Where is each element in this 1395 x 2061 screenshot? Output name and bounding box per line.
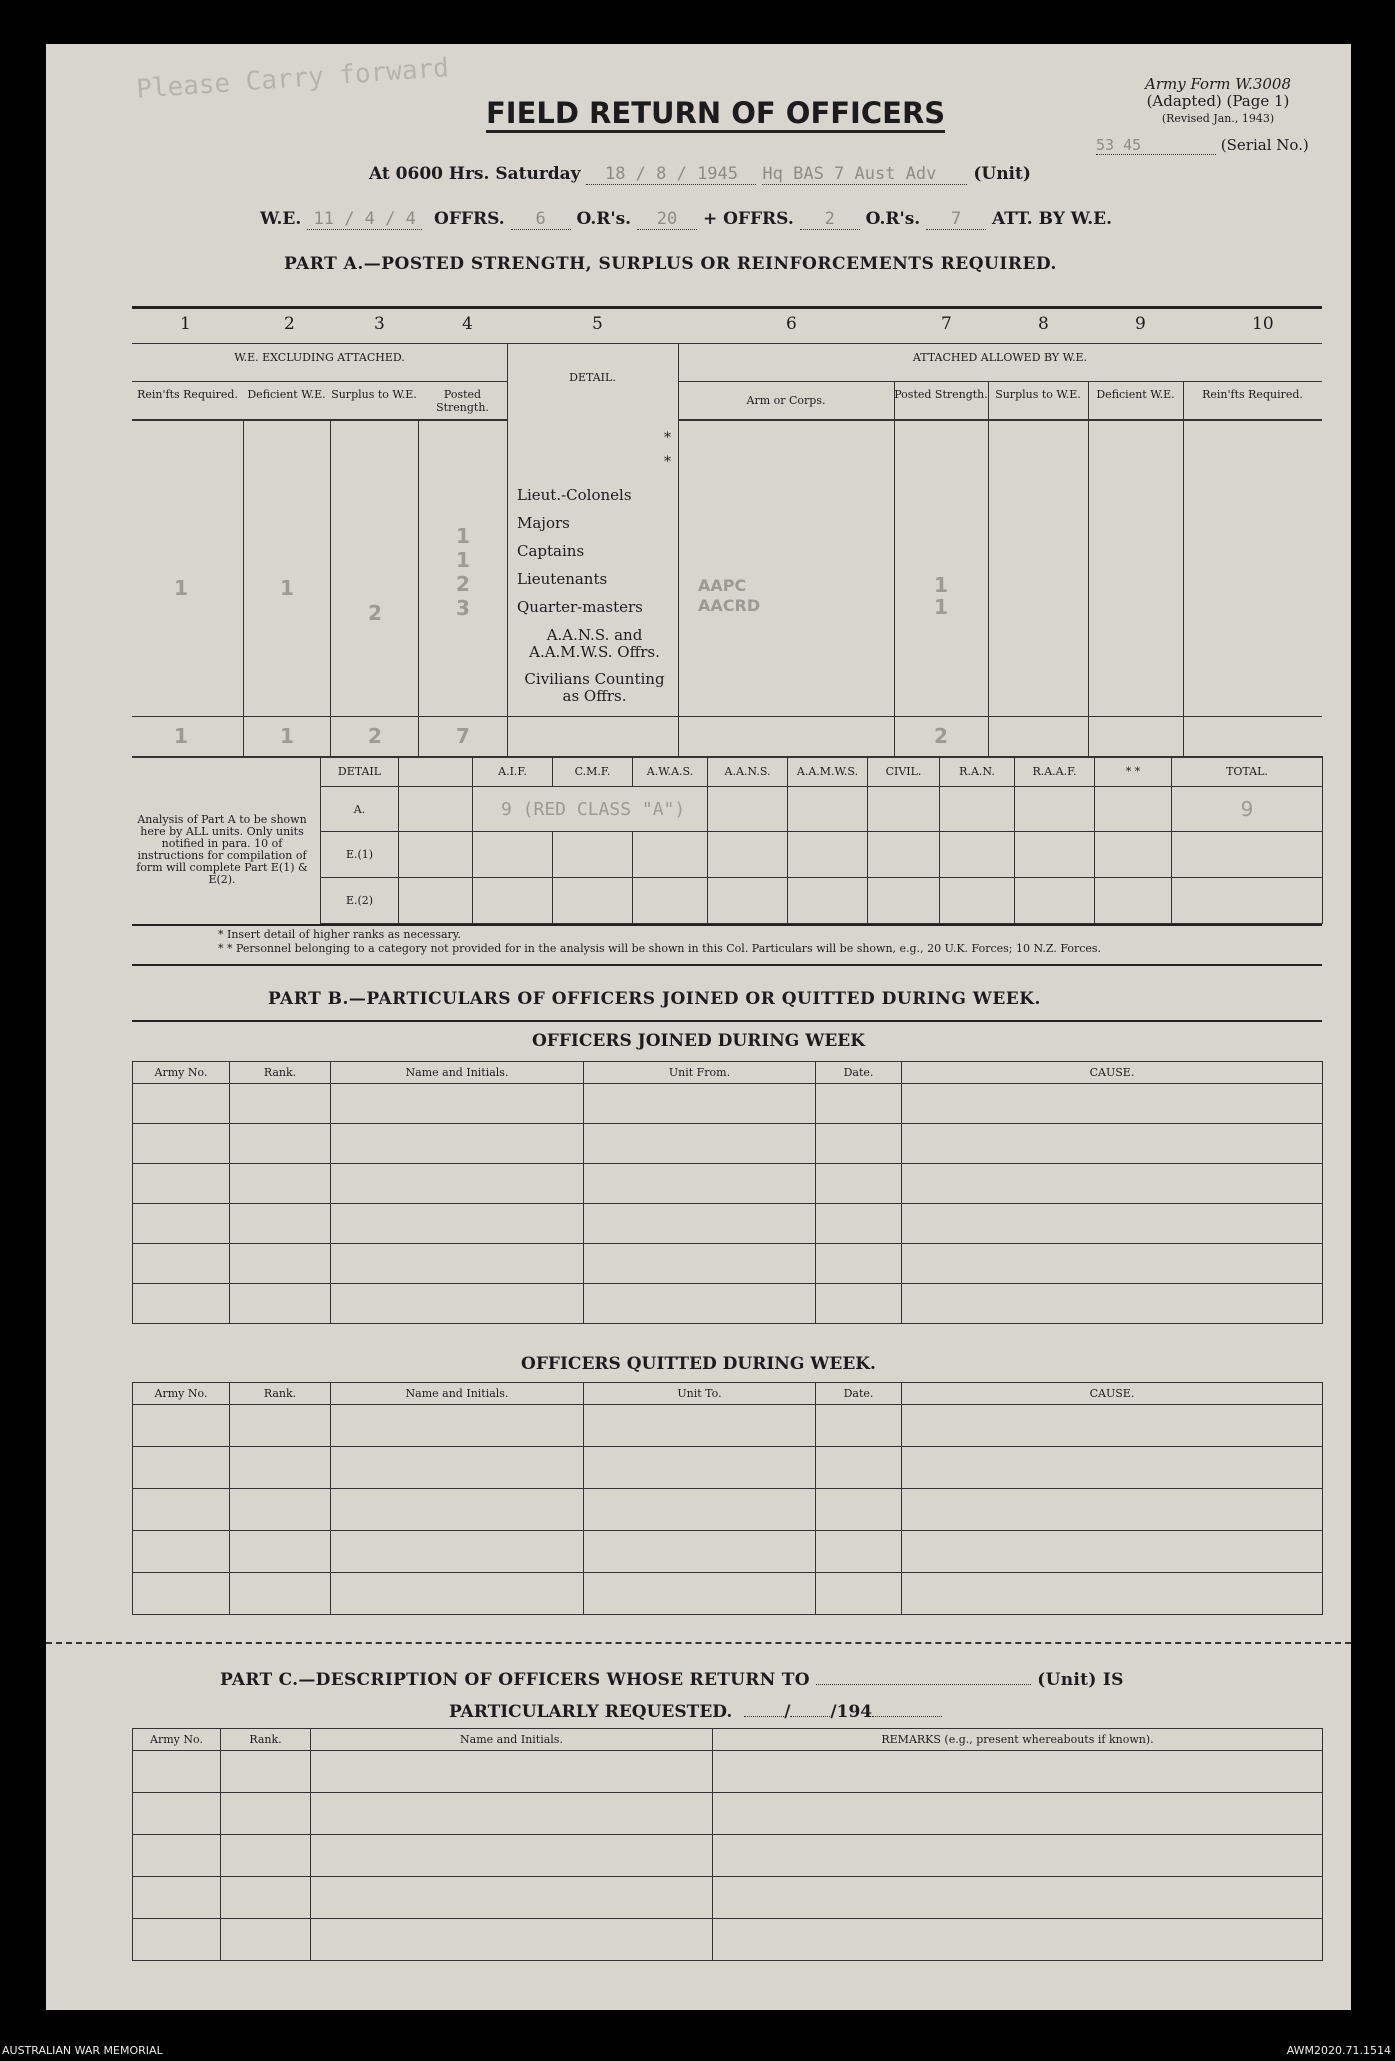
rank-captains: Captains [517,542,585,560]
blank-cell[interactable] [713,1793,1323,1835]
blank-cell[interactable] [221,1835,311,1877]
form-id-line3: (Revised Jan., 1943) [1161,112,1275,125]
blank-cell[interactable] [331,1405,584,1447]
asterisk-1: * [664,430,671,446]
total-col2: 1 [280,724,294,748]
blank-cell[interactable] [816,1405,902,1447]
column-numbers [132,314,1322,336]
blank-cell[interactable] [331,1573,584,1615]
blank-cell[interactable] [584,1124,816,1164]
analysis-header-cell: TOTAL. [1172,757,1323,787]
blank-cell[interactable] [584,1573,816,1615]
analysis-header-cell: R.A.A.F. [1015,757,1095,787]
part-c-unit-blank [816,1684,1031,1685]
rank-civilians: Civilians Counting as Offrs. [524,670,665,705]
blank-cell[interactable] [902,1204,1323,1244]
blank-cell[interactable] [311,1751,713,1793]
table-header-row [133,1062,1323,1084]
total-col3: 2 [368,724,382,748]
column-header: Army No. [133,1383,230,1405]
total-col4: 7 [456,724,470,748]
analysis-header-cell: CIVIL. [868,757,940,787]
part-c-day-blank [744,1716,784,1717]
rank-aans: A.A.N.S. and A.A.M.W.S. Offrs. [529,626,660,661]
blank-cell[interactable] [221,1793,311,1835]
column-header: Army No. [133,1062,230,1084]
detail-header: DETAIL. [569,371,616,384]
rank-majors: Majors [517,514,570,532]
blank-cell[interactable] [902,1084,1323,1124]
analysis-row-label-e1: E.(1) [321,832,399,878]
we-line [260,209,1112,230]
analysis-header-cell: C.M.F. [553,757,633,787]
part-a-heading: PART A.—POSTED STRENGTH, SURPLUS OR REINFORCEMENTS REQUIRED. [284,254,1057,274]
blank-cell[interactable] [311,1835,713,1877]
part-c-requested: PARTICULARLY REQUESTED. [449,1702,733,1722]
serial-field [1096,136,1309,155]
serial-label: (Serial No.) [1220,136,1309,154]
blank-cell[interactable] [311,1877,713,1919]
footnote-1: * Insert detail of higher ranks as necessary. [218,928,462,941]
column-number: 4 [462,314,473,334]
blank-cell[interactable] [816,1531,902,1573]
left-col-posted: Posted Strength. [436,388,489,414]
table-row [133,1835,1323,1877]
serial-value: 53 45 [1096,136,1216,155]
column-number: 2 [284,314,295,334]
blank-cell[interactable] [133,1405,230,1447]
group-right-header: ATTACHED ALLOWED BY W.E. [912,351,1088,364]
analysis-row-label-a: A. [321,787,399,832]
blank-cell[interactable] [230,1124,331,1164]
entry-col7-row2: 1 [934,595,948,619]
form-id-line2: (Adapted) (Page 1) [1146,92,1290,110]
right-col-arm: Arm or Corps. [746,394,826,407]
analysis-row-a-total: 9 [1172,787,1323,832]
plus-sign: + [702,209,718,229]
blank-cell[interactable] [133,1751,221,1793]
blank-cell[interactable] [311,1919,713,1961]
blank-cell[interactable] [133,1489,230,1531]
blank-cell[interactable] [230,1284,331,1324]
analysis-footnotes [218,928,1101,956]
form-id-line1: Army Form W.3008 [1145,75,1291,93]
right-col-reinfts: Rein'fts Required. [1202,388,1303,401]
rank-lieutenants: Lieutenants [517,570,608,588]
table-row [133,1877,1323,1919]
column-header: Army No. [133,1729,221,1751]
table-row [133,1284,1323,1324]
column-number: 8 [1038,314,1049,334]
asterisk-2: * [664,454,671,470]
table-row [133,1124,1323,1164]
blank-cell[interactable] [331,1204,584,1244]
entry-col1: 1 [174,576,188,600]
blank-cell[interactable] [584,1084,816,1124]
analysis-table [320,756,1323,924]
blank-cell[interactable] [133,1447,230,1489]
column-header: Date. [816,1062,902,1084]
blank-cell[interactable] [584,1164,816,1204]
date-line [369,164,1031,185]
table-header-row [133,1729,1323,1751]
offrs2-value: 2 [800,209,860,230]
part-c-month-blank [790,1716,830,1717]
blank-cell[interactable] [230,1164,331,1204]
analysis-header-cell [399,757,473,787]
blank-cell[interactable] [816,1447,902,1489]
blank-cell[interactable] [133,1877,221,1919]
column-header: CAUSE. [902,1383,1323,1405]
blank-cell[interactable] [230,1244,331,1284]
blank-cell[interactable] [584,1489,816,1531]
blank-cell[interactable] [331,1489,584,1531]
part-c-table [132,1728,1323,1961]
entry-col4-row2: 1 [456,548,470,572]
blank-cell[interactable] [133,1793,221,1835]
unit-value: Hq BAS 7 Aust Adv [762,164,967,185]
blank-cell[interactable] [133,1244,230,1284]
offrs-label: OFFRS. [434,209,505,229]
column-number: 10 [1252,314,1274,334]
blank-cell[interactable] [230,1489,331,1531]
blank-cell[interactable] [902,1124,1323,1164]
blank-cell[interactable] [311,1793,713,1835]
blank-cell[interactable] [816,1573,902,1615]
blank-cell[interactable] [230,1573,331,1615]
entry-col6 [698,576,760,616]
column-header: Name and Initials. [331,1062,584,1084]
ors-value: 20 [637,209,697,230]
blank-cell[interactable] [902,1244,1323,1284]
entry-col2: 1 [280,576,294,600]
we-label: W.E. [260,209,302,229]
blank-cell[interactable] [584,1244,816,1284]
blank-cell[interactable] [331,1164,584,1204]
table-row [133,1793,1323,1835]
table-row [133,1531,1323,1573]
column-number: 3 [374,314,385,334]
blank-cell[interactable] [816,1084,902,1124]
analysis-row-e1 [321,832,1323,878]
entry-col4-row1: 1 [456,524,470,548]
blank-cell[interactable] [902,1489,1323,1531]
table-row [133,1573,1323,1615]
unit-label: (Unit) [973,164,1031,184]
column-number: 9 [1135,314,1146,334]
analysis-header-cell: A.I.F. [473,757,553,787]
blank-cell[interactable] [133,1573,230,1615]
column-header: CAUSE. [902,1062,1323,1084]
blank-cell[interactable] [816,1204,902,1244]
blank-cell[interactable] [584,1531,816,1573]
blank-cell[interactable] [713,1877,1323,1919]
blank-cell[interactable] [133,1835,221,1877]
total-col1: 1 [174,724,188,748]
blank-cell[interactable] [331,1531,584,1573]
column-number: 5 [592,314,603,334]
blank-cell[interactable] [902,1405,1323,1447]
analysis-note: Analysis of Part A to be shown here by ALL units. Only units notified in para. 10 of instructions for compilation of form will complete Part E(1) & E(2). [136,813,308,886]
part-c-year: /194 [830,1702,873,1722]
table-row [133,1164,1323,1204]
column-header: Rank. [221,1729,311,1751]
analysis-header-cell: R.A.N. [940,757,1015,787]
blank-cell[interactable] [133,1164,230,1204]
analysis-header-cell: A.A.N.S. [708,757,788,787]
perforation-line [46,1642,1351,1644]
analysis-row-a [321,787,1323,832]
blank-cell[interactable] [221,1877,311,1919]
entry-col6-row1: AAPC [698,576,747,595]
handwritten-note: Please Carry forward [135,53,450,105]
table-row [133,1447,1323,1489]
blank-cell[interactable] [902,1573,1323,1615]
offrs-value: 6 [511,209,571,230]
quitted-title: OFFICERS QUITTED DURING WEEK. [521,1354,876,1374]
table-row [133,1204,1323,1244]
group-left-header: W.E. EXCLUDING ATTACHED. [234,351,405,364]
quitted-table [132,1382,1323,1615]
blank-cell[interactable] [816,1489,902,1531]
entry-col4-row3: 2 [456,572,470,596]
at-hrs-label: At 0600 Hrs. Saturday [369,164,581,184]
part-a-table [132,306,1322,806]
footer-right: AWM2020.71.1514 [1286,2044,1391,2057]
analysis-header-row [321,757,1323,787]
part-c-heading: PART C.—DESCRIPTION OF OFFICERS WHOSE RETURN TO [220,1670,810,1690]
left-col-reinfts: Rein'fts Required. [137,388,238,401]
we-value: 11 / 4 / 4 [307,209,422,230]
table-header-row [133,1383,1323,1405]
page-title: FIELD RETURN OF OFFICERS [486,96,945,133]
column-header: Unit From. [584,1062,816,1084]
entry-col7-row1: 1 [934,573,948,597]
blank-cell[interactable] [902,1164,1323,1204]
entry-col4-row4: 3 [456,596,470,620]
blank-cell[interactable] [230,1405,331,1447]
blank-cell[interactable] [133,1531,230,1573]
offrs2-label: OFFRS. [723,209,794,229]
blank-cell[interactable] [133,1919,221,1961]
column-number: 7 [941,314,952,334]
blank-cell[interactable] [816,1124,902,1164]
blank-cell[interactable] [713,1919,1323,1961]
part-c-year-blank [872,1716,942,1717]
blank-cell[interactable] [230,1084,331,1124]
part-b-heading: PART B.—PARTICULARS OF OFFICERS JOINED OR QUITTED DURING WEEK. [268,989,1041,1009]
analysis-section [132,756,1322,956]
part-c-line1 [220,1670,1124,1690]
blank-cell[interactable] [584,1284,816,1324]
blank-cell[interactable] [902,1531,1323,1573]
blank-cell[interactable] [902,1447,1323,1489]
analysis-header-cell: A.A.M.W.S. [788,757,868,787]
analysis-header-cell: DETAIL [321,757,399,787]
table-row [133,1751,1323,1793]
part-c-line2: PARTICULARLY REQUESTED. / /194 [449,1702,942,1722]
blank-cell[interactable] [902,1284,1323,1324]
table-row [133,1084,1323,1124]
blank-cell[interactable] [230,1204,331,1244]
blank-cell[interactable] [221,1919,311,1961]
blank-cell[interactable] [331,1244,584,1284]
rank-lt-col: Lieut.-Colonels [517,486,632,504]
footer-left: AUSTRALIAN WAR MEMORIAL [2,2044,163,2057]
table-row [133,1405,1323,1447]
blank-cell[interactable] [584,1204,816,1244]
table-row [133,1244,1323,1284]
column-header: Date. [816,1383,902,1405]
column-header: REMARKS (e.g., present whereabouts if known). [713,1729,1323,1751]
left-col-deficient: Deficient W.E. [247,388,326,401]
blank-cell[interactable] [816,1164,902,1204]
right-col-posted: Posted Strength. [894,388,988,401]
form-paper [46,44,1351,2010]
blank-cell[interactable] [331,1284,584,1324]
analysis-header-cell: A.W.A.S. [633,757,708,787]
right-col-deficient: Deficient W.E. [1096,388,1175,401]
column-number: 6 [786,314,797,334]
blank-cell[interactable] [816,1284,902,1324]
footnote-2: * * Personnel belonging to a category not provided for in the analysis will be shown in this Col. Particulars will be shown, e.g., 20 U.K. Forces; 10 N.Z. Forces. [218,942,1102,955]
blank-cell[interactable] [584,1447,816,1489]
entry-col3: 2 [368,601,382,625]
entry-col7 [934,574,948,618]
analysis-row-e2 [321,878,1323,924]
entry-col4 [456,524,470,620]
blank-cell[interactable] [816,1244,902,1284]
blank-cell[interactable] [230,1531,331,1573]
form-id [1145,76,1291,127]
blank-cell[interactable] [133,1084,230,1124]
analysis-row-label-e2: E.(2) [321,878,399,924]
blank-cell[interactable] [133,1124,230,1164]
blank-cell[interactable] [221,1751,311,1793]
joined-table [132,1061,1323,1324]
ors2-label: O.R's. [865,209,921,229]
blank-cell[interactable] [331,1447,584,1489]
total-col7: 2 [934,724,948,748]
analysis-row-a-entry: 9 (RED CLASS "A") [473,787,708,832]
column-header: Rank. [230,1383,331,1405]
table-row [133,1489,1323,1531]
blank-cell[interactable] [713,1751,1323,1793]
left-col-surplus: Surplus to W.E. [331,388,417,401]
ors-label: O.R's. [576,209,632,229]
blank-cell[interactable] [133,1204,230,1244]
column-header: Name and Initials. [311,1729,713,1751]
blank-cell[interactable] [713,1835,1323,1877]
blank-cell[interactable] [230,1447,331,1489]
blank-cell[interactable] [584,1405,816,1447]
right-col-surplus: Surplus to W.E. [995,388,1081,401]
analysis-header-cell: * * [1095,757,1172,787]
blank-cell[interactable] [331,1124,584,1164]
column-number: 1 [180,314,191,334]
part-c-unit-is: (Unit) IS [1037,1670,1124,1690]
column-header: Name and Initials. [331,1383,584,1405]
att-label: ATT. BY W.E. [992,209,1112,229]
table-row [133,1919,1323,1961]
entry-col6-row2: AACRD [698,596,761,615]
rank-qm: Quarter-masters [517,598,643,616]
date-value: 18 / 8 / 1945 [586,164,756,185]
blank-cell[interactable] [331,1084,584,1124]
ranks-list [517,481,672,705]
column-header: Rank. [230,1062,331,1084]
ors2-value: 7 [926,209,986,230]
blank-cell[interactable] [133,1284,230,1324]
joined-title: OFFICERS JOINED DURING WEEK [531,1031,866,1051]
column-header: Unit To. [584,1383,816,1405]
